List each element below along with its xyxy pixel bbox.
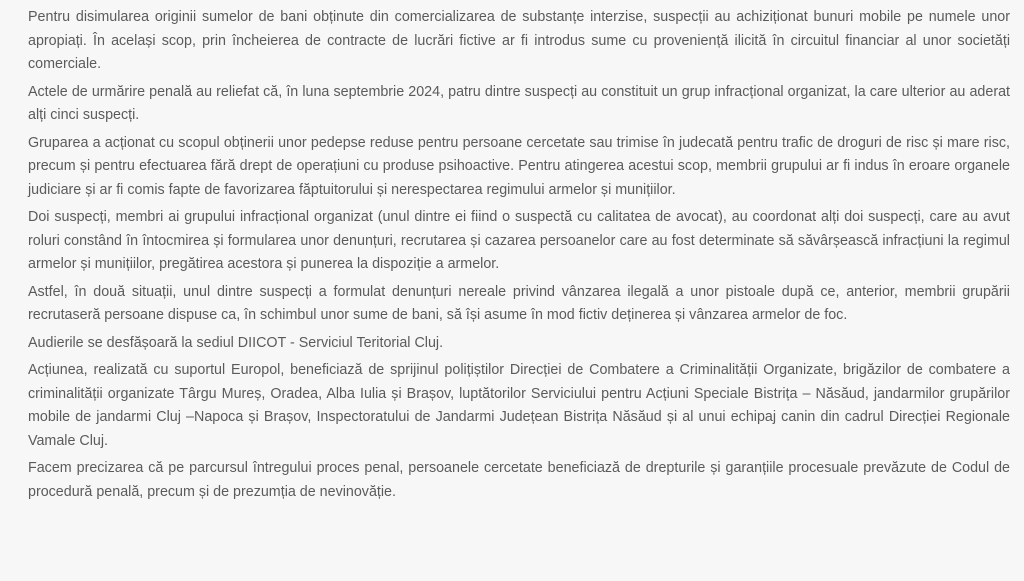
paragraph-hearings: Audierile se desfășoară la sediul DIICOT - Serviciul Teritorial Cluj. bbox=[28, 334, 444, 351]
paragraph-action-support: Acțiunea, realizată cu suportul Europol, beneficiază de sprijinul polițiștilor Direcției de Combatere a Criminalității Organizate, brigăzilor de combatere a criminalității organizate Târgu Mureș, Oradea, Alba Iulia și Brașov, luptătorilor Serviciului pentru Acțiuni Speciale Bistrița – Năsăud, jandarmilor grupărilor mobile de jandarmi Cluj –Napoca și Brașov, Inspectoratului de Jandarmi Județean Bistrița Năsăud și al unui echipaj canin din cadrul Direcției Regionale Vamale Cluj. bbox=[28, 362, 1010, 449]
paragraph-money-laundering: Pentru disimularea originii sumelor de bani obținute din comercializarea de substanțe interzise, suspecții au achiziționat bunuri mobile pe numele unor apropiați. În același scop, prin încheierea de contracte de lucrări fictive ar fi introdus sume cu proveniență ilicită în circuitul financiar al unor societăți comerciale. bbox=[28, 9, 1010, 72]
paragraph-presumption: Facem precizarea că pe parcursul întregului proces penal, persoanele cercetate beneficiază de drepturile și garanțiile procesuale prevăzute de Codul de procedură penală, precum și de prezumția de nevinovăție. bbox=[28, 460, 1010, 500]
paragraph-coordination: Doi suspecți, membri ai grupului infracțional organizat (unul dintre ei fiind o suspectă cu calitatea de avocat), au coordonat alți doi suspecți, care au avut roluri constând în întocmirea și formularea unor denunțuri, recrutarea și cazarea persoanelor care au fost determinate să săvârșească infracțiuni la regimul armelor și munițiilor, pregătirea acestora și punerea la dispoziție a armelor. bbox=[28, 209, 1010, 272]
article-body bbox=[28, 6, 1010, 508]
paragraph-criminal-group: Actele de urmărire penală au reliefat că, în luna septembrie 2024, patru dintre suspecți au constituit un grup infracțional organizat, la care ulterior au aderat alți cinci suspecți. bbox=[28, 83, 1010, 123]
paragraph-group-purpose: Gruparea a acționat cu scopul obținerii unor pedepse reduse pentru persoane cercetate sau trimise în judecată pentru trafic de droguri de risc și mare risc, precum și pentru efectuarea fără drept de operațiuni cu produse psihoactive. Pentru atingerea acestui scop, membrii grupului ar fi indus în eroare organele judiciare și ar fi comis fapte de favorizarea făptuitorului și nerespectarea regimului armelor și munițiilor. bbox=[28, 134, 1010, 198]
paragraph-false-denunciations: Astfel, în două situații, unul dintre suspecți a formulat denunțuri nereale privind vânzarea ilegală a unor pistoale după ce, anterior, membrii grupării recrutaseră persoane dispuse ca, în schimbul unor sume de bani, să își asume în mod fictiv deținerea și vânzarea armelor de foc. bbox=[28, 283, 1010, 323]
